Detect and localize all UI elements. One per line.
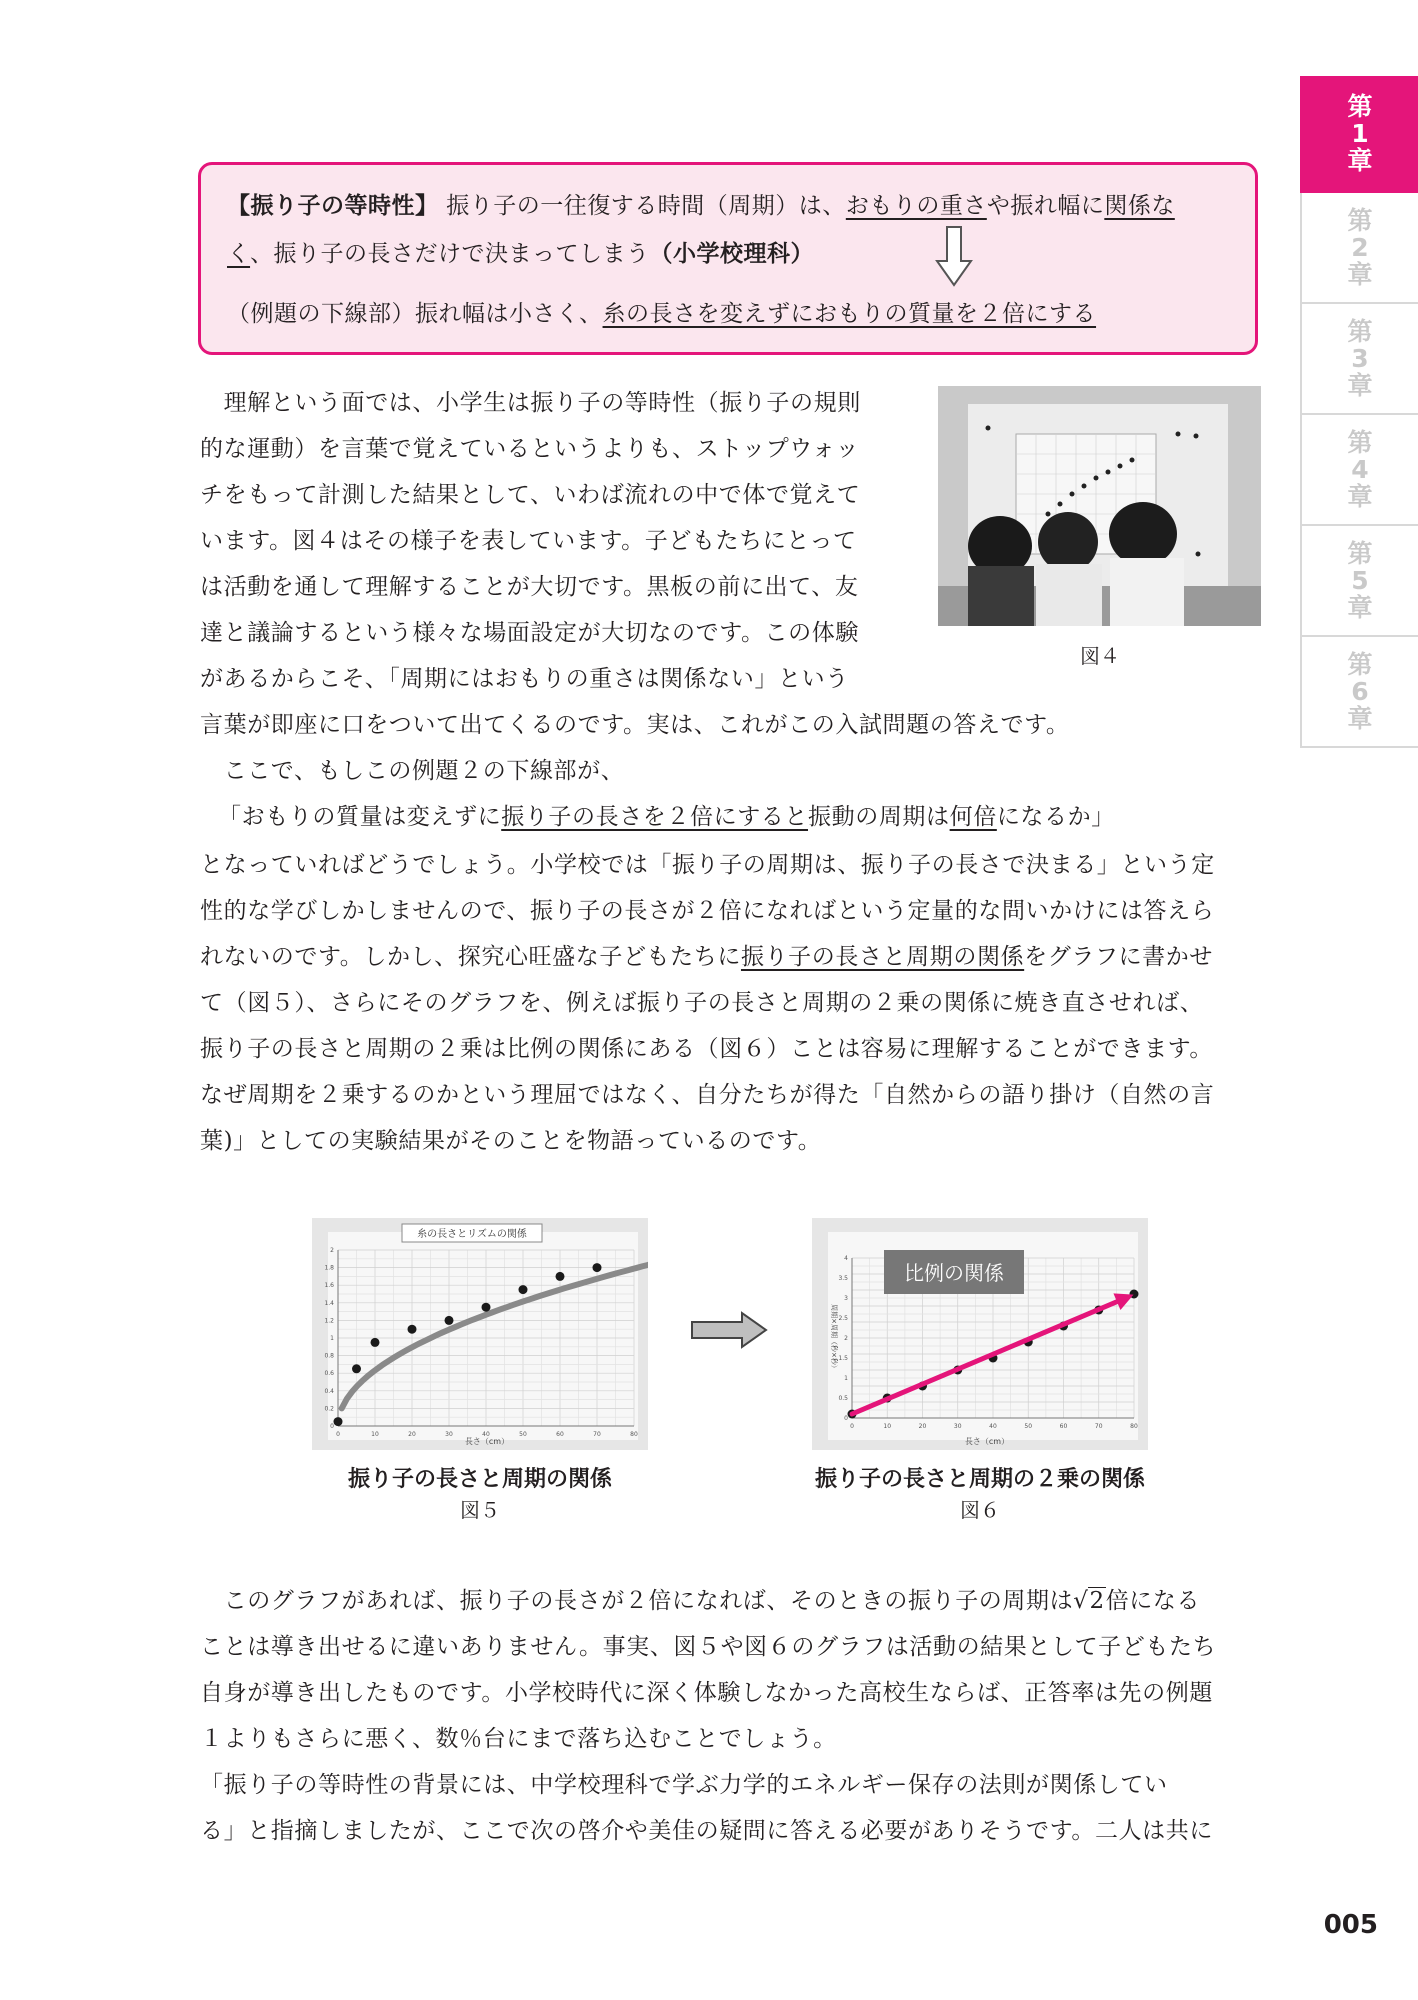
fig5-data-point xyxy=(408,1325,417,1334)
tab-kanji: 章 xyxy=(1347,260,1373,289)
body-line: 言葉が即座に口をついて出てくるのです。実は、これがこの入試問題の答えです。 xyxy=(200,712,1070,738)
fig6-y-tick-label: 2.5 xyxy=(838,1315,848,1322)
fig6-x-tick-label: 50 xyxy=(1024,1423,1033,1430)
fig5-title: 糸の長さとリズムの関係 xyxy=(417,1229,527,1240)
body-line: があるからこそ、「周期にはおもりの重さは関係ない」という xyxy=(200,666,849,692)
fig5-x-tick-label: 70 xyxy=(593,1431,601,1438)
tab-number: 2 xyxy=(1351,233,1369,262)
sqrt-two xyxy=(1073,1588,1106,1614)
body-line xyxy=(200,1582,1200,1615)
fig5-xlabel: 長さ（cm） xyxy=(464,1437,510,1446)
callout-text: 振り子の一往復する時間（周期）は、 xyxy=(438,193,846,219)
tab-chapter-4[interactable] xyxy=(1300,415,1418,526)
fig6-caption-title: 振り子の長さと周期の２乗の関係 xyxy=(814,1467,1145,1492)
fig5-x-tick-label: 40 xyxy=(482,1431,490,1438)
fig5-x-tick-label: 0 xyxy=(336,1431,340,1438)
fig6-y-tick-label: 1.5 xyxy=(838,1355,848,1362)
fig5-x-tick-label: 50 xyxy=(519,1431,527,1438)
fig6-y-tick-label: 0.5 xyxy=(838,1395,848,1402)
fig5-y-tick-label: 0.8 xyxy=(324,1352,334,1360)
body-line: は活動を通して理解することが大切です。黒板の前に出て、友 xyxy=(200,574,859,600)
tab-kanji: 第 xyxy=(1347,428,1373,457)
fig5-data-point xyxy=(445,1316,454,1325)
fig5-caption-title: 振り子の長さと周期の関係 xyxy=(347,1467,612,1492)
callout-line-2 xyxy=(227,235,814,268)
tab-kanji: 第 xyxy=(1347,317,1373,346)
callout-underline: 関係な xyxy=(1104,193,1175,219)
sqrt-sign: √ xyxy=(1073,1588,1089,1614)
fig6-y-tick-label: 4 xyxy=(844,1255,848,1262)
tab-chapter-1[interactable] xyxy=(1300,76,1418,193)
fig5-y-tick-label: 0.4 xyxy=(324,1387,334,1395)
fig5-y-tick-label: 0.2 xyxy=(324,1405,334,1413)
fig5-data-point xyxy=(371,1338,380,1347)
fig6-ylabel: 周期×周期（秒×秒） xyxy=(830,1304,838,1372)
callout-text: 、振り子の長さだけで決まってしまう xyxy=(250,241,650,267)
fig6-x-tick-label: 60 xyxy=(1059,1423,1068,1430)
body-line: ことは導き出せるに違いありません。事実、図５や図６のグラフは活動の結果として子どもたち xyxy=(200,1634,1217,1660)
tab-kanji: 章 xyxy=(1347,704,1373,733)
fig5-x-tick-label: 80 xyxy=(630,1431,638,1438)
fig6-y-tick-label: 2 xyxy=(844,1335,848,1342)
fig6-banner: 比例の関係 xyxy=(904,1261,1004,1285)
fig6-x-tick-label: 10 xyxy=(883,1423,892,1430)
fig5-y-tick-label: 1.2 xyxy=(324,1317,334,1325)
fig5-data-point xyxy=(352,1364,361,1373)
body-line: います。図４はその様子を表しています。子どもたちにとって xyxy=(200,528,857,554)
fig5-data-point xyxy=(482,1303,491,1312)
body-line: 自身が導き出したものです。小学校時代に深く体験しなかった高校生ならば、正答率は先の例題 xyxy=(200,1680,1213,1706)
tab-chapter-3[interactable] xyxy=(1300,304,1418,415)
tab-kanji: 第 xyxy=(1347,92,1373,121)
fig6-y-tick-label: 3.5 xyxy=(838,1275,848,1282)
fig5-x-tick-label: 30 xyxy=(445,1431,453,1438)
callout-source: （小学校理科） xyxy=(649,241,815,267)
fig6-x-tick-label: 70 xyxy=(1094,1423,1103,1430)
tab-kanji: 章 xyxy=(1347,146,1373,175)
tab-number: 6 xyxy=(1351,677,1369,706)
quote-text: 「おもりの質量は変えずに xyxy=(218,804,502,830)
fig4-caption: 図４ xyxy=(1080,644,1120,668)
fig5-caption-number: 図５ xyxy=(460,1498,500,1522)
tab-chapter-2[interactable] xyxy=(1300,193,1418,304)
tab-number: 4 xyxy=(1351,455,1369,484)
sqrt-radicand: 2 xyxy=(1089,1588,1105,1614)
fig6-y-tick-label: 0 xyxy=(844,1415,848,1422)
tab-kanji: 章 xyxy=(1347,593,1373,622)
fig5-data-point xyxy=(334,1417,343,1426)
tab-kanji: 章 xyxy=(1347,371,1373,400)
fig5-y-tick-label: 1 xyxy=(330,1335,334,1342)
fig6-x-tick-label: 80 xyxy=(1130,1423,1138,1430)
fig5-grid xyxy=(338,1250,634,1426)
tab-number: 5 xyxy=(1351,566,1369,595)
callout-text: （例題の下線部）振れ幅は小さく、 xyxy=(227,301,603,327)
isochronism-callout xyxy=(198,162,1258,355)
body-line: 達と議論するという様々な場面設定が大切なのです。この体験 xyxy=(200,620,859,646)
tab-number: 3 xyxy=(1351,344,1369,373)
quote-text: になるか」 xyxy=(996,804,1115,830)
body-text: 倍になる xyxy=(1105,1588,1201,1614)
callout-line-1 xyxy=(227,187,1175,220)
fig5-y-tick-label: 0 xyxy=(330,1423,334,1430)
fig5-x-tick-label: 60 xyxy=(556,1431,564,1438)
tab-kanji: 第 xyxy=(1347,650,1373,679)
callout-underline: 糸の長さを変えずにおもりの質量を２倍にする xyxy=(602,301,1097,327)
fig5-data-point xyxy=(519,1285,528,1294)
chapter-tabs xyxy=(1300,76,1418,748)
quote-text: 振動の周期は xyxy=(808,804,950,830)
fig5-data-point xyxy=(556,1272,565,1281)
down-arrow-icon xyxy=(934,225,974,289)
callout-heading: 【振り子の等時性】 xyxy=(227,193,439,219)
fig5-x-tick-label: 10 xyxy=(371,1431,379,1438)
callout-text: や振れ幅に xyxy=(986,193,1105,219)
body-line: る」と指摘しましたが、ここで次の啓介や美佳の疑問に答える必要がありそうです。二人は共に xyxy=(200,1818,1213,1844)
fig5-data-point xyxy=(593,1263,602,1272)
right-arrow-icon xyxy=(690,1310,770,1350)
body-line: 的な運動）を言葉で覚えているというよりも、ストップウォッ xyxy=(200,436,860,462)
tab-kanji: 章 xyxy=(1347,482,1373,511)
body-line: 性的な学びしかしませんので、振り子の長さが２倍になればという定量的な問いかけには答えら xyxy=(200,898,1215,924)
body-line: 理解という面では、小学生は振り子の等時性（振り子の規則 xyxy=(200,390,861,416)
fig5-sheet xyxy=(328,1232,638,1440)
fig5-y-tick-label: 1.4 xyxy=(324,1299,334,1307)
body-line: となっていればどうでしょう。小学校では「振り子の周期は、振り子の長さで決まる」という定 xyxy=(200,852,1215,878)
quote-underline: 何倍 xyxy=(949,804,997,830)
fig5-x-tick-label: 20 xyxy=(408,1431,416,1438)
fig6-y-tick-label: 3 xyxy=(844,1295,848,1302)
question-quote xyxy=(218,798,1115,831)
fig6-x-tick-label: 0 xyxy=(850,1423,854,1430)
body-line: 「振り子の等時性の背景には、中学校理科で学ぶ力学的エネルギー保存の法則が関係してい xyxy=(200,1772,1168,1798)
body-line: 振り子の長さと周期の２乗は比例の関係にある（図６）ことは容易に理解することができます。 xyxy=(200,1036,1213,1062)
callout-underline: く xyxy=(227,241,251,267)
body-line: 葉)」としての実験結果がそのことを物語っているのです。 xyxy=(200,1128,822,1154)
callout-underline: おもりの重さ xyxy=(845,193,987,219)
body-text: をグラフに書かせ xyxy=(1024,944,1213,970)
fig5-y-tick-label: 1.8 xyxy=(324,1264,334,1272)
fig6-x-tick-label: 30 xyxy=(953,1423,962,1430)
fig4-classroom-photo xyxy=(938,386,1261,626)
fig6-y-tick-label: 1 xyxy=(844,1375,848,1382)
fig6-caption-number: 図６ xyxy=(960,1498,1000,1522)
fig5-y-tick-label: 0.6 xyxy=(324,1370,334,1378)
page-number: 005 xyxy=(1323,1910,1378,1940)
body-text: このグラフがあれば、振り子の長さが２倍になれば、そのときの振り子の周期は xyxy=(200,1588,1074,1614)
body-text: れないのです。しかし、探究心旺盛な子どもたちに xyxy=(200,944,741,970)
tab-number: 1 xyxy=(1351,119,1369,148)
fig6-xlabel: 長さ（cm） xyxy=(964,1437,1010,1446)
callout-line-3 xyxy=(227,295,1096,328)
fig5-chart xyxy=(312,1218,648,1450)
body-line: チをもって計測した結果として、いわば流れの中で体で覚えて xyxy=(200,482,861,508)
body-line: て（図５）、さらにそのグラフを、例えば振り子の長さと周期の２乗の関係に焼き直させれば、 xyxy=(200,990,1204,1016)
fig5-y-tick-label: 1.6 xyxy=(324,1282,334,1290)
body-line: ここで、もしこの例題２の下線部が、 xyxy=(200,758,625,784)
quote-underline: 振り子の長さを２倍にすると xyxy=(501,804,809,830)
fig6-x-tick-label: 40 xyxy=(989,1423,997,1430)
tab-kanji: 第 xyxy=(1347,539,1373,568)
tab-chapter-6[interactable] xyxy=(1300,637,1418,748)
fig6-chart xyxy=(812,1218,1148,1450)
body-underline: 振り子の長さと周期の関係 xyxy=(740,944,1025,970)
fig5-y-tick-label: 2 xyxy=(330,1247,334,1254)
body-line: なぜ周期を２乗するのかという理屈ではなく、自分たちが得た「自然からの語り掛け（自然の言 xyxy=(200,1082,1215,1108)
body-line xyxy=(200,938,1213,971)
tab-chapter-5[interactable] xyxy=(1300,526,1418,637)
fig6-x-tick-label: 20 xyxy=(918,1423,927,1430)
tab-kanji: 第 xyxy=(1347,206,1373,235)
body-line: １よりもさらに悪く、数％台にまで落ち込むことでしょう。 xyxy=(200,1726,837,1752)
